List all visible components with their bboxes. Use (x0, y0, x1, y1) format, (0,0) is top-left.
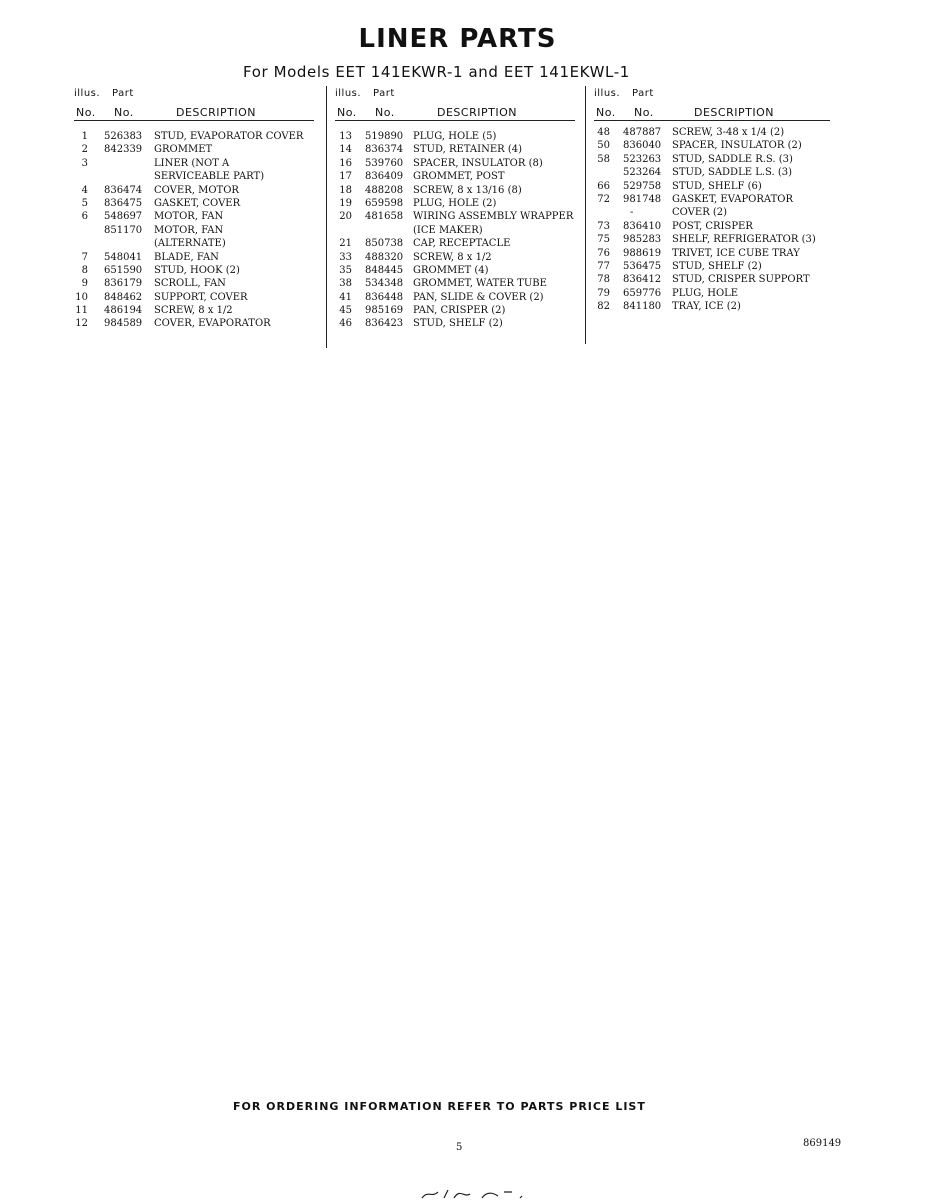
part-no: 841180 (623, 301, 662, 313)
part-description: PLUG, HOLE (2) (413, 197, 497, 209)
part-description: LINER (NOT A (154, 157, 230, 169)
illus-no: 41 (339, 291, 352, 303)
illus-no: 4 (81, 184, 88, 196)
part-no: 984589 (104, 318, 143, 330)
part-no: 836374 (365, 144, 404, 156)
part-description: (ALTERNATE) (154, 238, 226, 250)
part-no: 481658 (365, 211, 404, 223)
part-no: 488320 (365, 251, 404, 263)
column-divider (585, 86, 586, 344)
header-part: Part (632, 88, 654, 99)
part-description: STUD, EVAPORATOR COVER (154, 131, 304, 142)
part-description: PLUG, HOLE (5) (413, 131, 497, 142)
part-no: 526383 (104, 131, 143, 142)
part-no: 848462 (104, 291, 143, 303)
header-part-no: No. (375, 106, 395, 119)
illus-no: 2 (81, 144, 88, 156)
part-description: STUD, SHELF (6) (672, 180, 762, 192)
part-no: 536475 (623, 260, 662, 272)
part-description: SPACER, INSULATOR (2) (672, 140, 802, 152)
part-description: SCREW, 3-48 x 1/4 (2) (672, 127, 785, 138)
part-description: STUD, SADDLE R.S. (3) (672, 153, 793, 165)
header-description: DESCRIPTION (694, 106, 774, 119)
part-no: 548041 (104, 251, 143, 263)
header-part: Part (373, 88, 395, 99)
part-description: GROMMET (154, 144, 213, 156)
header-description: DESCRIPTION (176, 106, 256, 119)
illus-no: 3 (81, 157, 88, 169)
part-no: 548697 (104, 211, 143, 223)
part-description: STUD, SHELF (2) (672, 260, 762, 272)
illus-no: 75 (597, 234, 610, 246)
part-description: GASKET, EVAPORATOR (672, 193, 793, 205)
part-description: BLADE, FAN (154, 251, 219, 263)
part-description: POST, CRISPER (672, 220, 753, 232)
part-no: 985169 (365, 305, 404, 317)
header-part: Part (112, 88, 134, 99)
part-no: 488208 (365, 184, 404, 196)
part-no: 842339 (104, 144, 143, 156)
part-no: 836423 (365, 318, 404, 330)
part-description: CAP, RECEPTACLE (413, 238, 511, 250)
part-description: TRIVET, ICE CUBE TRAY (672, 247, 800, 259)
part-no: 836179 (104, 278, 143, 290)
handwritten-mark (420, 1186, 540, 1200)
header-illus: illus. (74, 88, 101, 99)
header-rule (594, 120, 830, 121)
part-description: COVER (2) (672, 207, 728, 219)
part-description: STUD, RETAINER (4) (413, 144, 523, 156)
part-description: MOTOR, FAN (154, 224, 224, 236)
illus-no: 48 (597, 127, 610, 138)
part-description: PLUG, HOLE (672, 287, 739, 299)
header-part-no: No. (114, 106, 134, 119)
ordering-note: FOR ORDERING INFORMATION REFER TO PARTS PRICE LIST (233, 1100, 646, 1113)
part-no: 851170 (104, 224, 143, 236)
part-no: 539760 (365, 157, 404, 169)
illus-no: 10 (75, 291, 88, 303)
header-description: DESCRIPTION (437, 106, 517, 119)
illus-no: 20 (339, 211, 352, 223)
part-description: STUD, SHELF (2) (413, 318, 503, 330)
illus-no: 66 (597, 180, 610, 192)
illus-no: 11 (75, 305, 88, 317)
header-part-no: No. (634, 106, 654, 119)
part-description: GASKET, COVER (154, 197, 241, 209)
illus-no: 7 (81, 251, 88, 263)
illus-no: 13 (339, 131, 352, 142)
illus-no: 33 (339, 251, 352, 263)
part-description: SPACER, INSULATOR (8) (413, 157, 543, 169)
part-no: 836412 (623, 274, 662, 286)
illus-no: 6 (81, 211, 88, 223)
illus-no: 72 (597, 193, 610, 205)
part-no: 850738 (365, 238, 404, 250)
illus-no: 18 (339, 184, 352, 196)
part-description: SERVICEABLE PART) (154, 171, 265, 183)
part-description: COVER, MOTOR (154, 184, 239, 196)
header-rule (335, 120, 575, 121)
part-description: GROMMET, POST (413, 171, 505, 183)
part-description: SCREW, 8 x 13/16 (8) (413, 184, 522, 196)
part-no: 985283 (623, 234, 662, 246)
part-no: 836475 (104, 197, 143, 209)
part-no: 848445 (365, 264, 404, 276)
illus-no: 82 (597, 301, 610, 313)
column-divider (326, 86, 327, 348)
part-description: SUPPORT, COVER (154, 291, 248, 303)
illus-no: 76 (597, 247, 610, 259)
illus-no: 14 (339, 144, 352, 156)
part-no: 529758 (623, 180, 662, 192)
part-description: GROMMET, WATER TUBE (413, 278, 547, 290)
illus-no: 19 (339, 197, 352, 209)
illus-no: 1 (81, 131, 88, 142)
illus-no: 46 (339, 318, 352, 330)
page-subtitle: For Models EET 141EKWR-1 and EET 141EKWL-1 (243, 63, 630, 81)
part-no: 836448 (365, 291, 404, 303)
part-description: STUD, HOOK (2) (154, 264, 240, 276)
part-no: 487887 (623, 127, 662, 138)
illus-no: 17 (339, 171, 352, 183)
part-description: PAN, SLIDE & COVER (2) (413, 291, 544, 303)
illus-no: 78 (597, 274, 610, 286)
illus-no: 21 (339, 238, 352, 250)
part-description: PAN, CRISPER (2) (413, 305, 506, 317)
part-description: SCREW, 8 x 1/2 (413, 251, 492, 263)
part-description: STUD, CRISPER SUPPORT (672, 274, 810, 286)
part-no: 534348 (365, 278, 404, 290)
part-no: 651590 (104, 264, 143, 276)
part-no: 659598 (365, 197, 404, 209)
header-illus: illus. (335, 88, 362, 99)
part-no: 659776 (623, 287, 662, 299)
part-no: 523264 (623, 167, 662, 179)
header-rule (74, 120, 314, 121)
header-illus-no: No. (76, 106, 96, 119)
illus-no: 5 (81, 197, 88, 209)
page-title: LINER PARTS (358, 24, 557, 54)
part-description: SCREW, 8 x 1/2 (154, 305, 233, 317)
header-illus: illus. (594, 88, 621, 99)
illus-no: 9 (81, 278, 88, 290)
part-no: 523263 (623, 153, 662, 165)
illus-no: 50 (597, 140, 610, 152)
part-no: 519890 (365, 131, 404, 142)
part-description: COVER, EVAPORATOR (154, 318, 271, 330)
part-description: STUD, SADDLE L.S. (3) (672, 167, 793, 179)
illus-no: 38 (339, 278, 352, 290)
header-illus-no: No. (596, 106, 616, 119)
illus-no: 8 (81, 264, 88, 276)
illus-no: 79 (597, 287, 610, 299)
part-no: 836040 (623, 140, 662, 152)
illus-no: 58 (597, 153, 610, 165)
illus-no: 35 (339, 264, 352, 276)
illus-no: 16 (339, 157, 352, 169)
part-description: SCROLL, FAN (154, 278, 226, 290)
illus-no: 12 (75, 318, 88, 330)
part-no: 836410 (623, 220, 662, 232)
part-description: TRAY, ICE (2) (672, 301, 741, 313)
part-description: SHELF, REFRIGERATOR (3) (672, 234, 816, 246)
part-no: 836409 (365, 171, 404, 183)
illus-no: 73 (597, 220, 610, 232)
part-description: GROMMET (4) (413, 264, 489, 276)
part-description: MOTOR, FAN (154, 211, 224, 223)
part-no: 988619 (623, 247, 662, 259)
illus-no: 45 (339, 305, 352, 317)
illus-no: 77 (597, 260, 610, 272)
part-no: 836474 (104, 184, 143, 196)
header-illus-no: No. (337, 106, 357, 119)
part-no: - (630, 207, 634, 219)
page-number: 5 (456, 1142, 463, 1153)
document-number: 869149 (803, 1138, 842, 1149)
part-description: (ICE MAKER) (413, 224, 483, 236)
part-no: 486194 (104, 305, 143, 317)
part-description: WIRING ASSEMBLY WRAPPER (413, 211, 574, 223)
part-no: 981748 (623, 193, 662, 205)
